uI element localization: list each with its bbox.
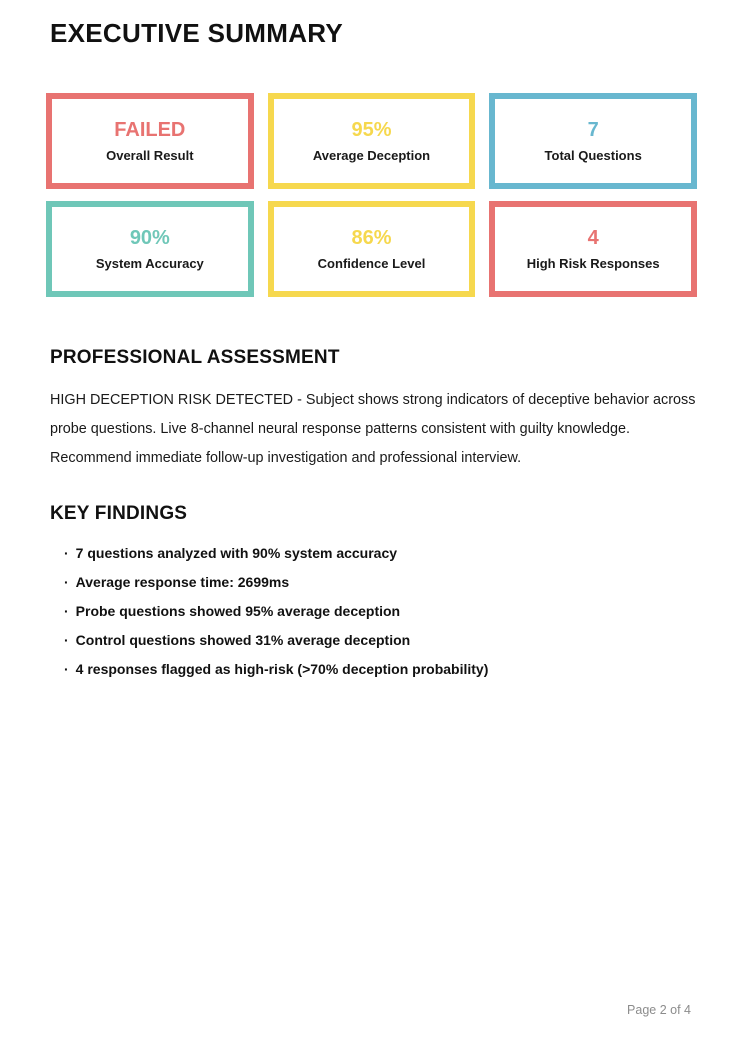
stat-value: 4 (587, 227, 599, 249)
stat-label: Confidence Level (317, 256, 426, 271)
finding-text: 4 responses flagged as high-risk (>70% deception probability) (75, 661, 489, 677)
assessment-heading: PROFESSIONAL ASSESSMENT (50, 347, 340, 368)
stat-value: 7 (587, 119, 599, 141)
finding-text: Average response time: 2699ms (75, 574, 290, 590)
stat-card-confidence-level (268, 201, 476, 297)
bullet-dot: · (64, 603, 69, 619)
stat-value: 90% (129, 227, 170, 249)
finding-item (64, 661, 693, 677)
stat-card-total-questions (489, 93, 697, 189)
bullet-dot: · (64, 545, 69, 561)
stat-label: High Risk Responses (526, 256, 660, 271)
finding-text: 7 questions analyzed with 90% system accuracy (75, 545, 398, 561)
findings-heading: KEY FINDINGS (50, 503, 188, 524)
stat-label: System Accuracy (95, 256, 204, 271)
stat-value: 86% (351, 227, 392, 249)
stat-label: Overall Result (106, 148, 194, 163)
stat-card-system-accuracy (46, 201, 254, 297)
finding-item (64, 632, 693, 648)
finding-text: Control questions showed 31% average deception (75, 632, 411, 648)
stat-card-overall-result (46, 93, 254, 189)
bullet-dot: · (64, 661, 69, 677)
stat-value: 95% (351, 119, 392, 141)
bullet-dot: · (64, 632, 69, 648)
page-title: EXECUTIVE SUMMARY (50, 18, 344, 48)
finding-text: Probe questions showed 95% average deception (75, 603, 401, 619)
assessment-body: HIGH DECEPTION RISK DETECTED - Subject shows strong indicators of deceptive behavior across probe questions. Live 8-channel neural response patterns consistent with guilty knowledge. Recommend immediate follow-up investigation and professional interview. (50, 392, 696, 466)
stat-card-average-deception (268, 93, 476, 189)
bullet-dot: · (64, 574, 69, 590)
finding-item (64, 603, 693, 619)
page-number: Page 2 of 4 (627, 1003, 691, 1017)
stat-value: FAILED (114, 119, 186, 141)
stat-label: Total Questions (544, 148, 642, 163)
stat-cards (46, 93, 697, 297)
stat-label: Average Deception (312, 148, 431, 163)
finding-item (64, 574, 693, 590)
finding-item (64, 545, 693, 561)
findings-list (64, 545, 693, 677)
stat-card-high-risk-responses (489, 201, 697, 297)
